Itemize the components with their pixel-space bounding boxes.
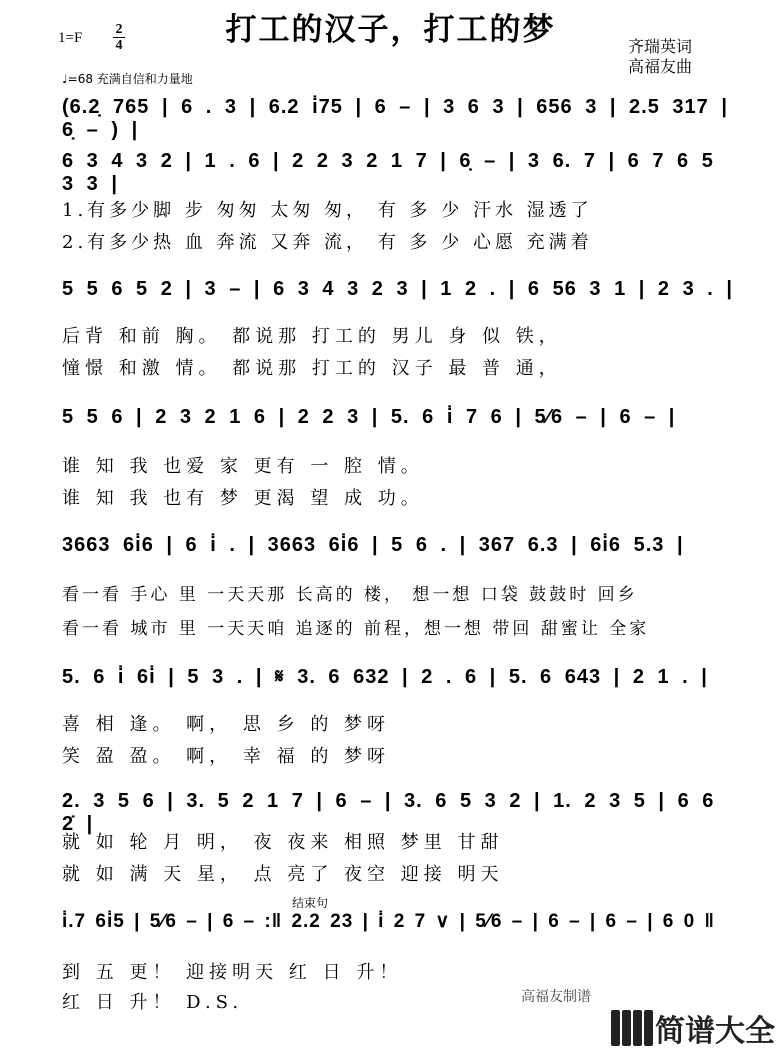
score-system-4	[62, 402, 738, 446]
lyric-verse-2: 就 如 满 天 星， 点 亮了 夜空 迎接 明天	[62, 864, 504, 885]
score-system-2	[62, 146, 738, 195]
meter-bottom: 4	[115, 38, 123, 53]
tempo-marking: ♩=68 充满自信和力量地	[62, 72, 193, 86]
melody-line: 2. 3 5 6 | 3. 5 2 1 7 | 6 – | 3. 6 5 3 2 | 1. 2 3 5 | 6 6 2̇ |	[62, 790, 715, 835]
coda-label: 结束句	[292, 896, 329, 910]
song-title: 打工的汉子，打工的梦	[225, 12, 556, 48]
lyric-verse-1: 喜 相 逢。 啊， 思 乡 的 梦呀	[62, 714, 391, 735]
lyric-verse-2: 看一看 城市 里 一天天咱 追逐的 前程，想一想 带回 甜蜜让 全家	[62, 619, 650, 639]
score-system-3	[62, 274, 738, 318]
composer-credit: 高福友曲	[628, 57, 693, 76]
score-system-8	[62, 906, 738, 950]
melody-line: 5 5 6 5 2 | 3 – | 6 3 4 3 2 3 | 1 2 . | 6 56 3 1 | 2 3 . |	[62, 278, 733, 300]
melody-line: 5 5 6 | 2 3 2 1 6 | 2 2 3 | 5. 6 i̇ 7 6 | 5⁄6 – | 6 – |	[62, 406, 676, 428]
lyric-verse-1: 到 五 更！ 迎接明天 红 日 升！	[62, 962, 403, 983]
lyric-verse-1: 后背 和前 胸。 都说那 打工的 男儿 身 似 铁，	[62, 326, 562, 347]
melody-line: 6 3 4 3 2 | 1 . 6 | 2 2 3 2 1 7 | 6̣ – | 3 6. 7 | 6 7 6 5 3 3 |	[62, 150, 714, 195]
lyric-verse-1: 看一看 手心 里 一天天那 长高的 楼， 想一想 口袋 鼓鼓时 回乡	[62, 585, 638, 605]
melody-line: (6.2̣ 765 | 6 . 3 | 6.2 i̇75 | 6 – | 3 6 3 | 656 3 | 2.5 317 | 6̣ – ) |	[62, 96, 728, 141]
lyric-verse-2: 红 日 升！ D.S.	[62, 992, 244, 1013]
transcriber-credit: 高福友制谱	[521, 989, 591, 1005]
lyric-verse-2: 笑 盈 盈。 啊， 幸 福 的 梦呀	[62, 746, 391, 767]
piano-keys-icon	[611, 1010, 653, 1046]
time-signature	[113, 22, 125, 53]
site-watermark: 简谱大全	[655, 1014, 775, 1049]
melody-line: 5. 6 i̇ 6i̇ | 5 3 . | 𝄋 3. 6 632 | 2 . 6 | 5. 6 643 | 2 1 . |	[62, 666, 708, 688]
score-system-6	[62, 662, 738, 706]
lyric-verse-1: 1.有多少脚 步 匆匆 太匆 匆， 有 多 少 汗水 湿透了	[62, 200, 593, 221]
key-signature: 1=F	[58, 30, 83, 46]
lyric-verse-1: 谁 知 我 也爱 家 更有 一 腔 情。	[62, 456, 424, 477]
melody-line: i̇.7 6i̇5 | 5⁄6 – | 6 – :‖ 2.2 23 | i̇ 2 7 ∨ | 5⁄6 – | 6 – | 6 – | 6 0 ‖	[62, 911, 715, 932]
meter-top: 2	[115, 22, 123, 37]
score-system-1	[62, 92, 738, 141]
lyric-verse-2: 憧憬 和激 情。 都说那 打工的 汉子 最 普 通，	[62, 358, 562, 379]
lyric-verse-2: 2.有多少热 血 奔流 又奔 流， 有 多 少 心愿 充满着	[62, 232, 593, 253]
melody-line: 3663 6i̇6 | 6 i̇ . | 3663 6i̇6 | 5 6 . | 367 6.3 | 6i̇6 5.3 |	[62, 534, 684, 556]
score-system-5	[62, 530, 738, 574]
lyric-verse-2: 谁 知 我 也有 梦 更渴 望 成 功。	[62, 488, 424, 509]
score-system-7	[62, 786, 738, 835]
lyric-verse-1: 就 如 轮 月 明， 夜 夜来 相照 梦里 甘甜	[62, 832, 504, 853]
lyricist-credit: 齐瑞英词	[628, 37, 693, 56]
